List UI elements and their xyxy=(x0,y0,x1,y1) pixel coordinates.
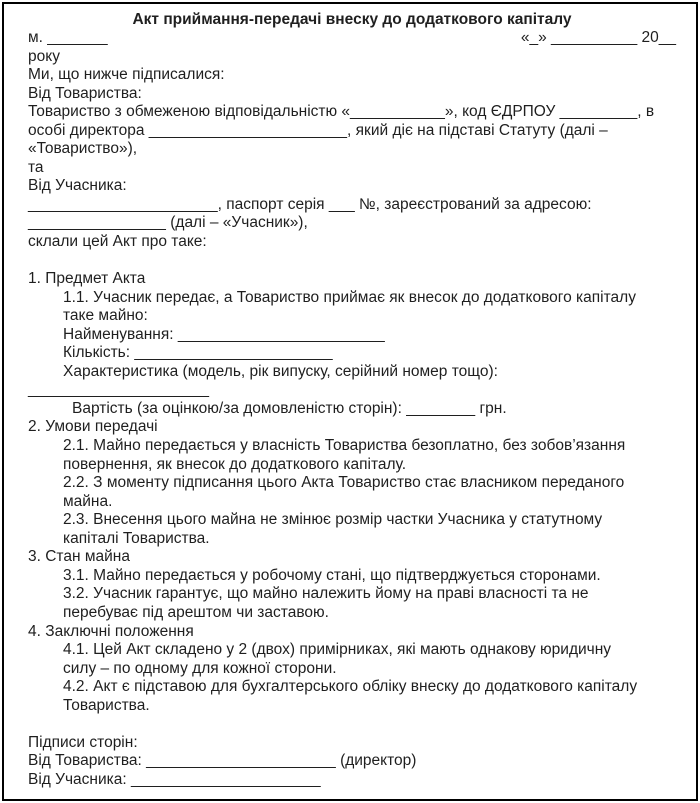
clause-4-1-line: 4.1. Цей Акт складено у 2 (двох) примірниках, які мають однакову юридичну xyxy=(63,641,612,659)
clause-2-3-line: 2.3. Внесення цього майна не змінює розмір частки Учасника у статутному xyxy=(63,511,603,529)
section-2-heading: 2. Умови передачі xyxy=(28,418,158,436)
item-name-blank: Найменування: ________________________ xyxy=(63,325,385,343)
doc-line: «Товариство»), xyxy=(28,140,138,158)
section-1-heading: 1. Предмет Акта xyxy=(28,270,146,288)
clause-4-1-line: силу – по одному для кожної сторони. xyxy=(63,659,337,677)
place-date-row xyxy=(28,29,676,48)
clause-3-1-line: 3.1. Майно передається у робочому стані, що підтверджується сторонами. xyxy=(63,566,601,584)
clause-2-2-line: 2.2. З моменту підписання цього Акта Товариство стає власником переданого xyxy=(63,474,625,492)
page-border xyxy=(2,2,698,801)
place-blank: м. _______ xyxy=(28,29,108,46)
section-4-heading: 4. Заключні положення xyxy=(28,622,194,640)
participant-passport-line: ______________________, паспорт серія ___ №, зареєстрований за адресою: xyxy=(28,195,592,213)
doc-line: Від Товариства: xyxy=(28,84,142,102)
doc-line: Від Учасника: xyxy=(28,177,127,195)
document-title: Акт приймання-передачі внеску до додаткового капіталу xyxy=(132,11,572,28)
blank-line xyxy=(28,715,676,734)
clause-2-1-line: 2.1. Майно передається у власність Товариства безоплатно, без зобов’язання xyxy=(63,437,626,455)
participant-address-line: ________________ (далі – «Учасник»), xyxy=(28,214,308,232)
quantity-blank: Кількість: _______________________ xyxy=(63,344,333,362)
characteristics-blank: _____________________ xyxy=(28,381,210,399)
section-3-heading: 3. Стан майна xyxy=(28,548,130,566)
characteristics-label: Характеристика (модель, рік випуску, серійний номер тощо): xyxy=(63,362,498,380)
company-details-line: Товариство з обмеженою відповідальністю «___________», код ЄДРПОУ _________, в xyxy=(28,103,655,121)
document-body xyxy=(4,4,696,789)
clause-2-1-line: повернення, як внесок до додаткового капіталу. xyxy=(63,455,407,473)
clause-4-2-line: Товариства. xyxy=(63,696,150,714)
clause-2-3-line: капіталі Товариства. xyxy=(63,529,210,547)
doc-line: року xyxy=(28,47,60,65)
clause-4-2-line: 4.2. Акт є підставою для бухгалтерського обліку внеску до додаткового капіталу xyxy=(63,678,638,696)
director-blank-line: особі директора _______________________, який діє на підставі Статуту (далі – xyxy=(28,121,608,139)
clause-1-1-line: таке майно: xyxy=(63,307,148,325)
clause-3-2-line: 3.2. Учасник гарантує, що майно належить йому на праві власності та не xyxy=(63,585,589,603)
date-blank: «_» __________ 20__ xyxy=(520,29,676,46)
clause-2-2-line: майна. xyxy=(63,492,113,510)
clause-1-1-line: 1.1. Учасник передає, а Товариство приймає як внесок до додаткового капіталу xyxy=(63,288,636,306)
clause-3-2-line: перебуває під арештом чи заставою. xyxy=(63,603,329,621)
doc-line: та xyxy=(28,158,44,176)
value-blank-line: Вартість (за оцінкою/за домовленістю сторін): ________ грн. xyxy=(72,399,507,417)
signatures-heading: Підписи сторін: xyxy=(28,733,138,751)
company-signature-line: Від Товариства: ______________________ (директор) xyxy=(28,752,417,770)
participant-signature-line: Від Учасника: ______________________ xyxy=(28,770,321,788)
doc-line: Ми, що нижче підписалися: xyxy=(28,66,225,84)
blank-line xyxy=(28,252,676,271)
doc-line: склали цей Акт про таке: xyxy=(28,233,207,251)
